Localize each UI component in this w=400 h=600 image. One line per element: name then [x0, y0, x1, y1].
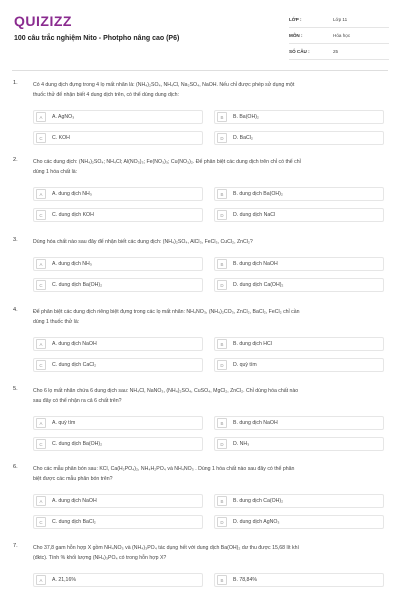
option-letter: D: [217, 280, 227, 290]
option-text: A. dung dịch NaOH: [52, 341, 97, 347]
answer-option-a[interactable]: [33, 573, 203, 587]
question-line: Cho 37,8 gam hỗn hợp X gồm NH₄NO₃ và (NH₄)₃PO₄ tác dụng hết với dung dịch Ba(OH)₂ dư thu được 15,68 lít khí: [33, 545, 299, 551]
header-divider: [12, 70, 388, 71]
option-text: A. AgNO₃: [52, 114, 75, 120]
option-letter: C: [36, 439, 46, 449]
option-text: B. Ba(OH)₂: [233, 114, 259, 120]
question-line: Có 4 dung dịch đựng trong 4 lọ mất nhãn là: (NH₄)₂SO₄, NH₄Cl, Na₂SO₄, NaOH. Nếu chỉ được phép sử dụng một: [33, 82, 295, 88]
answer-option-c[interactable]: [33, 515, 203, 529]
option-letter: D: [217, 210, 227, 220]
answer-option-a[interactable]: [33, 257, 203, 271]
option-letter: A: [36, 418, 46, 428]
worksheet-header: [0, 0, 400, 70]
meta-table: [289, 12, 389, 60]
option-text: B. dung dịch Ca(OH)₂: [233, 498, 284, 504]
question-text: [33, 157, 385, 177]
question-line: (đktc). Tính % khối lượng (NH₄)₃PO₄ có trong hỗn hợp X?: [33, 555, 167, 561]
option-text: A. quỳ tím: [52, 420, 76, 426]
answer-option-c[interactable]: [33, 437, 203, 451]
answer-option-b[interactable]: [214, 494, 384, 508]
option-letter: B: [217, 339, 227, 349]
meta-key: SỐ CÂU :: [289, 49, 310, 54]
question-text: [33, 386, 385, 406]
answer-option-d[interactable]: [214, 437, 384, 451]
question-text: [33, 307, 385, 327]
option-letter: A: [36, 112, 46, 122]
option-letter: C: [36, 360, 46, 370]
answer-option-a[interactable]: [33, 187, 203, 201]
option-letter: B: [217, 112, 227, 122]
option-text: D. BaCl₂: [233, 135, 253, 141]
question-number: 3.: [13, 237, 18, 243]
question-number: 6.: [13, 464, 18, 470]
answer-option-c[interactable]: [33, 208, 203, 222]
question-text: [33, 80, 385, 100]
option-text: D. NH₃: [233, 441, 250, 447]
question-line: Dùng hóa chất nào sau đây để nhận biết các dung dịch: (NH₄)₂SO₄, AlCl₃, FeCl₃, CuCl₂, ZnCl₂?: [33, 239, 253, 245]
meta-key: MÔN :: [289, 33, 303, 38]
option-letter: A: [36, 496, 46, 506]
answer-option-d[interactable]: [214, 208, 384, 222]
answer-option-d[interactable]: [214, 278, 384, 292]
answer-option-a[interactable]: [33, 110, 203, 124]
question-text: [33, 543, 385, 563]
meta-key: LỚP :: [289, 17, 302, 22]
option-letter: A: [36, 339, 46, 349]
option-letter: D: [217, 517, 227, 527]
answer-option-b[interactable]: [214, 187, 384, 201]
meta-value: 25: [333, 49, 339, 54]
option-letter: A: [36, 575, 46, 585]
question-line: sau đây có thể nhận ra cả 6 chất trên?: [33, 398, 122, 404]
question-line: Cho các mẫu phân bón sau: KCl, Ca(H₂PO₄)₂, NH₄H₂PO₄ và NH₄NO₃ . Dùng 1 hóa chất nào sau đây có thể phân: [33, 466, 295, 472]
option-text: D. quỳ tím: [233, 362, 257, 368]
answer-option-c[interactable]: [33, 358, 203, 372]
option-letter: C: [36, 210, 46, 220]
option-letter: D: [217, 133, 227, 143]
meta-value: Hóa học: [333, 33, 351, 38]
option-text: B. dung dịch NaOH: [233, 420, 278, 426]
question-line: Để phân biệt các dung dịch riêng biệt đựng trong các lọ mất nhãn: NH₄NO₃, (NH₄)₂CO₃, ZnCl₂, BaCl₂, FeCl₂ chỉ cần: [33, 309, 300, 315]
option-text: B. 78,84%: [233, 577, 257, 583]
option-text: D. dung dịch Ca(OH)₂: [233, 282, 284, 288]
question-number: 4.: [13, 307, 18, 313]
option-letter: B: [217, 259, 227, 269]
option-text: B. dung dịch HCl: [233, 341, 272, 347]
option-letter: D: [217, 439, 227, 449]
answer-option-b[interactable]: [214, 257, 384, 271]
option-letter: C: [36, 133, 46, 143]
answer-option-c[interactable]: [33, 131, 203, 145]
option-text: A. 21,16%: [52, 577, 76, 583]
question-line: dùng 1 hóa chất là:: [33, 169, 78, 175]
question-number: 5.: [13, 386, 18, 392]
option-text: D. dung dịch AgNO₃: [233, 519, 280, 525]
option-letter: B: [217, 189, 227, 199]
option-text: D. dung dịch NaCl: [233, 212, 276, 218]
question-line: Cho các dung dịch: (NH₄)₂SO₄; NH₄Cl; Al(NO₃)₃; Fe(NO₃)₃; Cu(NO₃)₂. Để phân biệt các dung dịch trên chỉ có thể chỉ: [33, 159, 301, 165]
answer-option-b[interactable]: [214, 337, 384, 351]
question-line: dùng 1 thuốc thử là:: [33, 319, 80, 325]
answer-option-b[interactable]: [214, 573, 384, 587]
answer-option-a[interactable]: [33, 416, 203, 430]
question-text: [33, 237, 385, 247]
option-text: C. KOH: [52, 135, 70, 141]
page-title: 100 câu trắc nghiệm Nito - Photpho nâng cao (P6): [14, 35, 180, 42]
question-number: 2.: [13, 157, 18, 163]
answer-option-a[interactable]: [33, 337, 203, 351]
answer-option-a[interactable]: [33, 494, 203, 508]
option-text: A. dung dịch NH₃: [52, 261, 92, 267]
option-letter: C: [36, 280, 46, 290]
question-line: thuốc thử để nhận biết 4 dung dịch trên, có thể dùng dung dịch:: [33, 92, 179, 98]
question-number: 7.: [13, 543, 18, 549]
option-text: B. dung dịch Ba(OH)₂: [233, 191, 283, 197]
answer-option-b[interactable]: [214, 110, 384, 124]
meta-value: Lớp 11: [333, 17, 348, 22]
option-text: A. dung dịch NaOH: [52, 498, 97, 504]
option-letter: C: [36, 517, 46, 527]
option-text: C. dung dịch CaCl₂: [52, 362, 97, 368]
option-letter: D: [217, 360, 227, 370]
option-letter: B: [217, 575, 227, 585]
option-letter: A: [36, 189, 46, 199]
option-letter: B: [217, 496, 227, 506]
answer-option-c[interactable]: [33, 278, 203, 292]
option-text: C. dung dịch Ba(OH)₂: [52, 441, 103, 447]
answer-option-d[interactable]: [214, 515, 384, 529]
option-letter: B: [217, 418, 227, 428]
question-line: biệt được các mẫu phân bón trên?: [33, 476, 113, 482]
answer-option-d[interactable]: [214, 131, 384, 145]
answer-option-b[interactable]: [214, 416, 384, 430]
option-text: B. dung dịch NaOH: [233, 261, 278, 267]
option-text: A. dung dịch NH₃: [52, 191, 92, 197]
meta-row-count: [289, 44, 389, 60]
question-number: 1.: [13, 80, 18, 86]
answer-option-d[interactable]: [214, 358, 384, 372]
meta-row-grade: [289, 12, 389, 28]
option-text: C. dung dịch BaCl₂: [52, 519, 96, 525]
option-text: C. dung dịch Ba(OH)₂: [52, 282, 103, 288]
quizizz-logo: QUIZIZZ: [14, 13, 72, 29]
option-letter: A: [36, 259, 46, 269]
meta-row-subject: [289, 28, 389, 44]
question-line: Cho 6 lọ mất nhãn chứa 6 dung dịch sau: NH₄Cl, NaNO₃, (NH₄)₂SO₄, CuSO₄, MgCl₂, ZnCl₂. Chỉ dùng hóa chất nào: [33, 388, 299, 394]
option-text: C. dung dịch KOH: [52, 212, 94, 218]
question-text: [33, 464, 385, 484]
